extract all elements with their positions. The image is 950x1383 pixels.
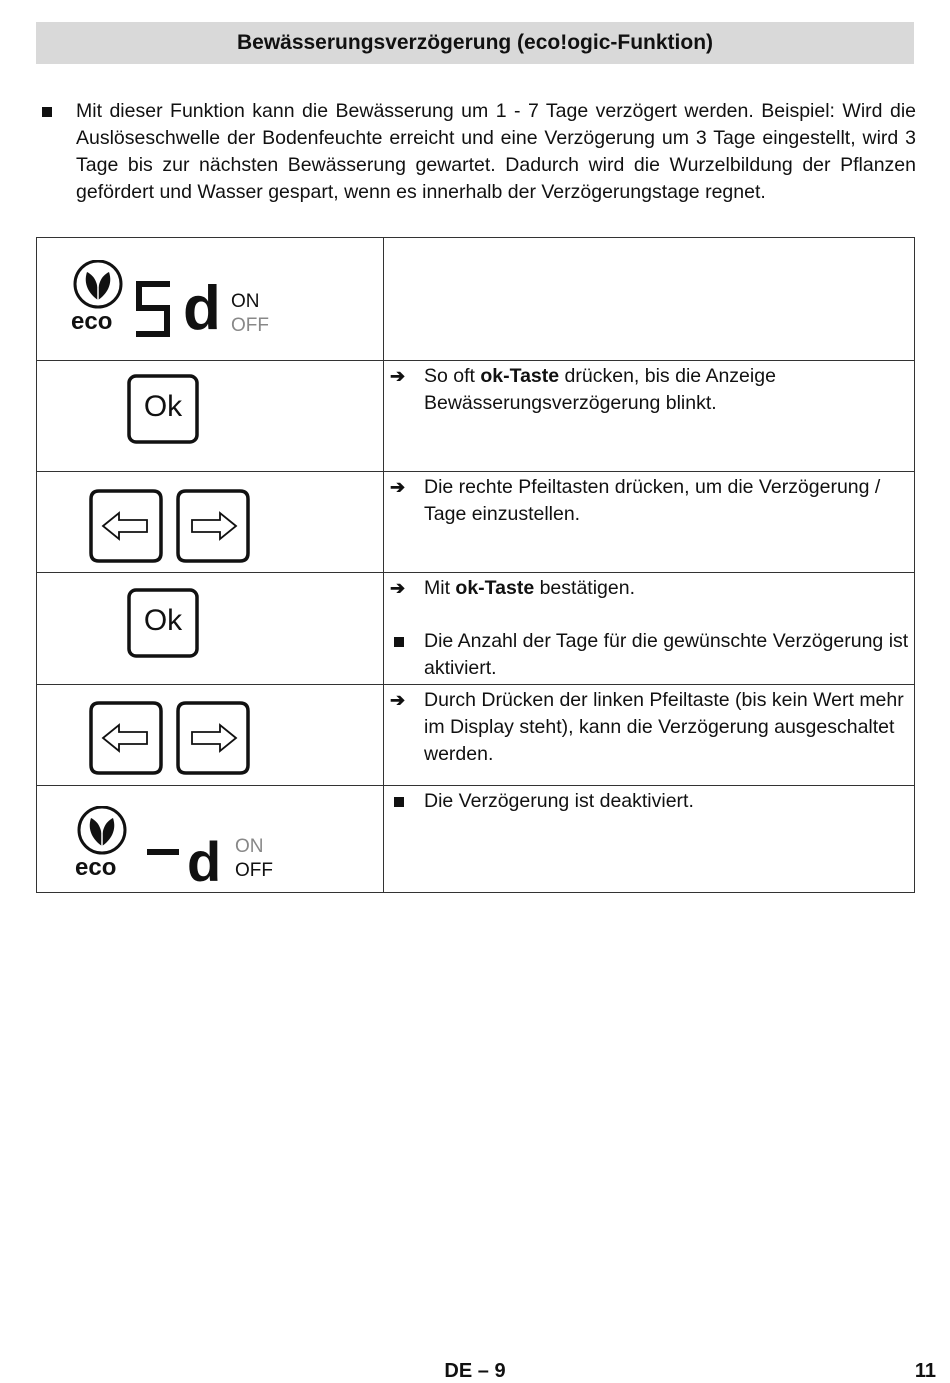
button-cell [37,685,384,786]
seven-segment-digit [135,280,171,343]
result-text: Die Verzögerung ist deaktiviert. [424,790,694,812]
instruction-cell [384,361,915,472]
step-key: ok-Taste [455,577,535,599]
table-row [37,361,915,472]
step-text: drücken, bis die Anzeige Bewässerungsverzögerung blinkt. [424,365,776,414]
square-bullet-icon [394,637,404,647]
step-key: ok-Taste [480,365,560,387]
table-row [37,685,915,786]
on-label: ON [231,291,260,312]
ok-button[interactable] [127,374,199,449]
table-row [37,786,915,893]
arrow-right-icon: ➔ [390,578,406,598]
instruction-step [388,474,914,528]
display-unit: d [187,830,222,893]
display-cell [37,238,384,361]
right-arrow-button[interactable] [176,701,250,780]
empty-cell [384,238,915,361]
step-text: Durch Drücken der linken Pfeiltaste (bis kein Wert mehr im Display steht), kann die Verzögerung ausgeschaltet werden. [424,689,904,765]
intro-text: Mit dieser Funktion kann die Bewässerung um 1 - 7 Tage verzögert werden. Beispiel: Wird die Auslöseschwelle der Bodenfeuchte erreicht und eine Verzögerung um 3 Tage eingestellt, wird 3 Tage bis zur nächsten Bewässerung gewartet. Dadurch wird die Wurzelbildung der Pflanzen gefördert und Wasser gespart, wenn es innerhalb der Verzögerungstage regnet. [76,100,916,203]
instruction-step [388,363,914,417]
display-cell [37,786,384,893]
left-arrow-button[interactable] [89,701,163,780]
square-bullet-icon [42,107,52,117]
arrow-right-icon: ➔ [390,366,406,386]
off-label: OFF [235,860,273,881]
dash-segment-icon [147,844,179,862]
table-row [37,573,915,685]
instruction-cell [384,786,915,893]
instruction-cell [384,472,915,573]
result-line [388,788,914,815]
section-header [36,22,914,64]
result-line [388,628,914,682]
table-row [37,472,915,573]
square-bullet-icon [394,797,404,807]
on-off-indicator [231,290,269,338]
instruction-cell [384,573,915,685]
step-text: Die rechte Pfeiltasten drücken, um die Verzögerung / Tage einzustellen. [424,476,881,525]
page-number: 11 [914,1360,936,1382]
on-label: ON [235,836,264,857]
instruction-step [388,687,914,768]
eco-label: eco [75,854,117,881]
button-cell [37,573,384,685]
instruction-cell [384,685,915,786]
instruction-step [388,575,914,602]
display-unit: d [183,274,221,343]
step-text: bestätigen. [534,577,635,599]
arrow-right-icon: ➔ [390,690,406,710]
step-text: So oft [424,365,481,387]
step-text: Mit [424,577,456,599]
left-arrow-button[interactable] [89,489,163,568]
button-cell [37,361,384,472]
ok-label: Ok [143,604,183,637]
arrow-right-icon: ➔ [390,477,406,497]
instruction-table [36,237,915,893]
button-cell [37,472,384,573]
ok-button[interactable] [127,588,199,663]
section-title: Bewässerungsverzögerung (eco!ogic-Funktion) [236,31,714,54]
on-off-indicator [235,835,273,883]
eco-label: eco [71,308,113,335]
ok-label: Ok [143,390,183,423]
table-row [37,238,915,361]
right-arrow-button[interactable] [176,489,250,568]
intro-paragraph [36,98,916,206]
page-label: DE – 9 [444,1360,506,1382]
result-text: Die Anzahl der Tage für die gewünschte Verzögerung ist aktiviert. [424,630,909,679]
off-label: OFF [231,315,269,336]
